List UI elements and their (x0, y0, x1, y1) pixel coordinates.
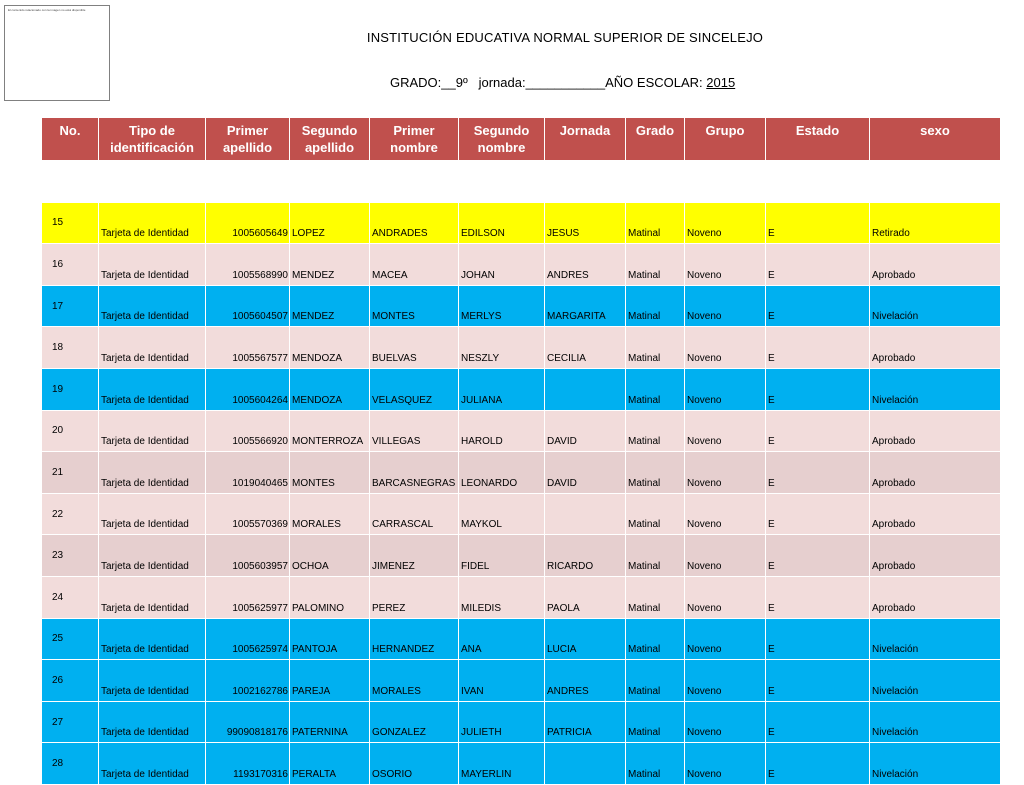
estado-cell: Nivelación (870, 701, 1001, 743)
second-surname-cell: BUELVAS (370, 327, 459, 369)
grade-value: __9º (441, 75, 468, 90)
row-number-cell: 23 (42, 535, 99, 577)
estado-cell: Aprobado (870, 244, 1001, 286)
jornada-cell: Matinal (626, 410, 685, 452)
estado-cell: Retirado (870, 202, 1001, 244)
grupo-cell: E (766, 743, 870, 785)
table-row (42, 410, 1001, 452)
year-label: AÑO ESCOLAR: (605, 75, 703, 90)
first-name-cell: JULIANA (459, 368, 545, 410)
id-type-cell: Tarjeta de Identidad (99, 368, 206, 410)
jornada-cell: Matinal (626, 368, 685, 410)
first-surname-cell: PANTOJA (290, 618, 370, 660)
second-name-cell: JESUS (545, 202, 626, 244)
row-number-cell: 15 (42, 202, 99, 244)
grupo-cell: E (766, 493, 870, 535)
second-name-cell: DAVID (545, 452, 626, 494)
grupo-cell: E (766, 285, 870, 327)
second-name-cell: LUCIA (545, 618, 626, 660)
row-number-cell: 18 (42, 327, 99, 369)
row-number-cell: 27 (42, 701, 99, 743)
grado-cell: Noveno (685, 452, 766, 494)
grado-cell: Noveno (685, 701, 766, 743)
first-name-cell: LEONARDO (459, 452, 545, 494)
estado-cell: Aprobado (870, 493, 1001, 535)
grupo-cell: E (766, 410, 870, 452)
second-surname-cell: VILLEGAS (370, 410, 459, 452)
column-header: Segundo apellido (290, 118, 370, 161)
first-surname-cell: MENDEZ (290, 244, 370, 286)
column-header: Primer nombre (370, 118, 459, 161)
column-header: sexo (870, 118, 1001, 161)
grupo-cell: E (766, 327, 870, 369)
row-number-cell: 25 (42, 618, 99, 660)
second-name-cell: ANDRES (545, 244, 626, 286)
estado-cell: Nivelación (870, 368, 1001, 410)
second-surname-cell: HERNANDEZ (370, 618, 459, 660)
first-surname-cell: PAREJA (290, 660, 370, 702)
estado-cell: Nivelación (870, 743, 1001, 785)
student-roster-table (41, 117, 1001, 785)
id-type-cell: Tarjeta de Identidad (99, 285, 206, 327)
second-surname-cell: GONZALEZ (370, 701, 459, 743)
table-row (42, 368, 1001, 410)
year-value: 2015 (706, 75, 736, 90)
id-number-cell: 1005604507 (206, 285, 290, 327)
table-row (42, 452, 1001, 494)
table-row (42, 244, 1001, 286)
jornada-cell: Matinal (626, 701, 685, 743)
grupo-cell: E (766, 701, 870, 743)
first-surname-cell: MENDOZA (290, 327, 370, 369)
grado-cell: Noveno (685, 285, 766, 327)
grupo-cell: E (766, 660, 870, 702)
grupo-cell: E (766, 576, 870, 618)
first-name-cell: MILEDIS (459, 576, 545, 618)
grado-cell: Noveno (685, 493, 766, 535)
estado-cell: Nivelación (870, 660, 1001, 702)
table-row (42, 285, 1001, 327)
jornada-cell: Matinal (626, 535, 685, 577)
id-number-cell: 1005625977 (206, 576, 290, 618)
id-number-cell: 1005566920 (206, 410, 290, 452)
second-name-cell: MARGARITA (545, 285, 626, 327)
table-header-row (42, 118, 1001, 161)
id-number-cell: 1005567577 (206, 327, 290, 369)
first-name-cell: NESZLY (459, 327, 545, 369)
table-row (42, 618, 1001, 660)
grado-cell: Noveno (685, 618, 766, 660)
grado-cell: Noveno (685, 368, 766, 410)
id-type-cell: Tarjeta de Identidad (99, 202, 206, 244)
logo-caption: El contenido relacionado con la imagen no está disponible (8, 8, 86, 12)
id-number-cell: 1005625974 (206, 618, 290, 660)
second-name-cell: PAOLA (545, 576, 626, 618)
id-type-cell: Tarjeta de Identidad (99, 327, 206, 369)
id-number-cell: 1005604264 (206, 368, 290, 410)
row-number-cell: 26 (42, 660, 99, 702)
first-name-cell: FIDEL (459, 535, 545, 577)
first-name-cell: MAYKOL (459, 493, 545, 535)
grado-cell: Noveno (685, 743, 766, 785)
id-type-cell: Tarjeta de Identidad (99, 701, 206, 743)
first-surname-cell: OCHOA (290, 535, 370, 577)
grado-cell: Noveno (685, 576, 766, 618)
id-type-cell: Tarjeta de Identidad (99, 660, 206, 702)
row-number-cell: 24 (42, 576, 99, 618)
jornada-cell: Matinal (626, 660, 685, 702)
id-type-cell: Tarjeta de Identidad (99, 493, 206, 535)
second-surname-cell: ANDRADES (370, 202, 459, 244)
second-name-cell: RICARDO (545, 535, 626, 577)
id-number-cell: 1005603957 (206, 535, 290, 577)
row-number-cell: 16 (42, 244, 99, 286)
id-number-cell: 1005570369 (206, 493, 290, 535)
second-name-cell: ANDRES (545, 660, 626, 702)
grado-cell: Noveno (685, 660, 766, 702)
table-row (42, 701, 1001, 743)
first-surname-cell: PATERNINA (290, 701, 370, 743)
estado-cell: Nivelación (870, 285, 1001, 327)
row-number-cell: 22 (42, 493, 99, 535)
jornada-label: jornada: (478, 75, 526, 90)
grado-cell: Noveno (685, 535, 766, 577)
column-header: Tipo de identificación (99, 118, 206, 161)
row-number-cell: 20 (42, 410, 99, 452)
table-row (42, 535, 1001, 577)
id-type-cell: Tarjeta de Identidad (99, 410, 206, 452)
id-type-cell: Tarjeta de Identidad (99, 535, 206, 577)
grupo-cell: E (766, 618, 870, 660)
first-surname-cell: MENDEZ (290, 285, 370, 327)
column-header: Primer apellido (206, 118, 290, 161)
second-name-cell (545, 493, 626, 535)
jornada-cell: Matinal (626, 618, 685, 660)
logo-image-placeholder (4, 5, 110, 101)
first-surname-cell: LOPEZ (290, 202, 370, 244)
table-row (42, 743, 1001, 785)
second-name-cell: PATRICIA (545, 701, 626, 743)
grupo-cell: E (766, 202, 870, 244)
second-surname-cell: OSORIO (370, 743, 459, 785)
spacer-cell (42, 161, 1001, 203)
id-number-cell: 1002162786 (206, 660, 290, 702)
id-number-cell: 1193170316 (206, 743, 290, 785)
grupo-cell: E (766, 535, 870, 577)
second-surname-cell: VELASQUEZ (370, 368, 459, 410)
second-surname-cell: JIMENEZ (370, 535, 459, 577)
second-name-cell (545, 368, 626, 410)
jornada-value: ___________ (525, 75, 606, 90)
estado-cell: Aprobado (870, 327, 1001, 369)
estado-cell: Aprobado (870, 452, 1001, 494)
jornada-cell: Matinal (626, 743, 685, 785)
second-surname-cell: MORALES (370, 660, 459, 702)
id-number-cell: 1019040465 (206, 452, 290, 494)
second-surname-cell: BARCASNEGRAS (370, 452, 459, 494)
grupo-cell: E (766, 452, 870, 494)
second-name-cell (545, 743, 626, 785)
id-type-cell: Tarjeta de Identidad (99, 618, 206, 660)
row-number-cell: 21 (42, 452, 99, 494)
column-header: Jornada (545, 118, 626, 161)
estado-cell: Aprobado (870, 576, 1001, 618)
id-number-cell: 1005605649 (206, 202, 290, 244)
jornada-cell: Matinal (626, 452, 685, 494)
column-header: Grado (626, 118, 685, 161)
first-surname-cell: MONTERROZA (290, 410, 370, 452)
table-row (42, 327, 1001, 369)
first-surname-cell: MENDOZA (290, 368, 370, 410)
jornada-cell: Matinal (626, 576, 685, 618)
grado-cell: Noveno (685, 202, 766, 244)
grade-line (390, 75, 735, 90)
first-surname-cell: MORALES (290, 493, 370, 535)
id-number-cell: 1005568990 (206, 244, 290, 286)
second-surname-cell: MACEA (370, 244, 459, 286)
estado-cell: Nivelación (870, 618, 1001, 660)
id-type-cell: Tarjeta de Identidad (99, 452, 206, 494)
grado-cell: Noveno (685, 410, 766, 452)
first-name-cell: MERLYS (459, 285, 545, 327)
first-name-cell: EDILSON (459, 202, 545, 244)
first-surname-cell: PALOMINO (290, 576, 370, 618)
estado-cell: Aprobado (870, 410, 1001, 452)
second-surname-cell: CARRASCAL (370, 493, 459, 535)
grado-cell: Noveno (685, 327, 766, 369)
second-name-cell: DAVID (545, 410, 626, 452)
column-header: No. (42, 118, 99, 161)
id-type-cell: Tarjeta de Identidad (99, 244, 206, 286)
jornada-cell: Matinal (626, 327, 685, 369)
first-surname-cell: MONTES (290, 452, 370, 494)
column-header: Grupo (685, 118, 766, 161)
estado-cell: Aprobado (870, 535, 1001, 577)
first-surname-cell: PERALTA (290, 743, 370, 785)
table-row (42, 576, 1001, 618)
grupo-cell: E (766, 244, 870, 286)
jornada-cell: Matinal (626, 244, 685, 286)
second-name-cell: CECILIA (545, 327, 626, 369)
row-number-cell: 19 (42, 368, 99, 410)
first-name-cell: ANA (459, 618, 545, 660)
row-number-cell: 17 (42, 285, 99, 327)
column-header: Estado (766, 118, 870, 161)
id-type-cell: Tarjeta de Identidad (99, 576, 206, 618)
first-name-cell: HAROLD (459, 410, 545, 452)
row-number-cell: 28 (42, 743, 99, 785)
table-body (42, 161, 1001, 785)
first-name-cell: JOHAN (459, 244, 545, 286)
first-name-cell: JULIETH (459, 701, 545, 743)
table-row (42, 660, 1001, 702)
id-number-cell: 99090818176 (206, 701, 290, 743)
jornada-cell: Matinal (626, 493, 685, 535)
jornada-cell: Matinal (626, 202, 685, 244)
grado-cell: Noveno (685, 244, 766, 286)
id-type-cell: Tarjeta de Identidad (99, 743, 206, 785)
first-name-cell: IVAN (459, 660, 545, 702)
table-row (42, 202, 1001, 244)
second-surname-cell: PEREZ (370, 576, 459, 618)
second-surname-cell: MONTES (370, 285, 459, 327)
header-spacer (42, 161, 1001, 203)
grupo-cell: E (766, 368, 870, 410)
first-name-cell: MAYERLIN (459, 743, 545, 785)
grade-label: GRADO: (390, 75, 442, 90)
jornada-cell: Matinal (626, 285, 685, 327)
institution-title: INSTITUCIÓN EDUCATIVA NORMAL SUPERIOR DE SINCELEJO (366, 30, 764, 45)
table-row (42, 493, 1001, 535)
column-header: Segundo nombre (459, 118, 545, 161)
